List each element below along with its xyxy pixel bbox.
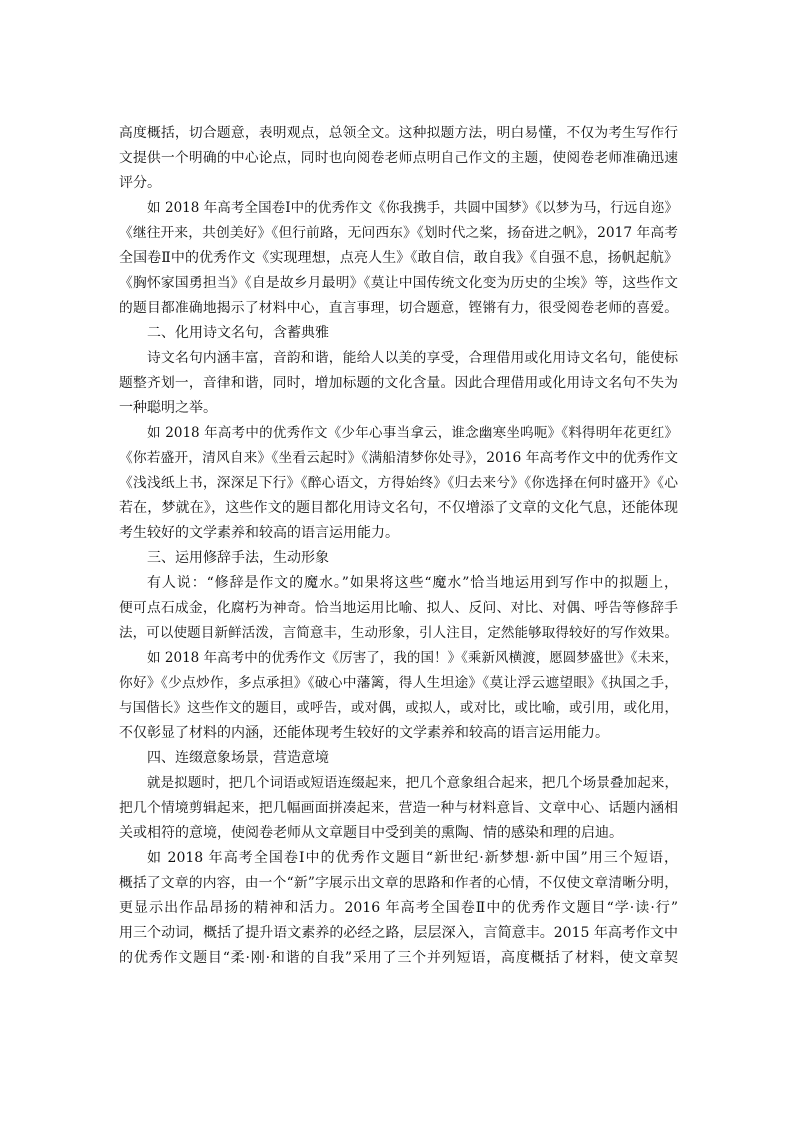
text-line: 概括了文章的内容，由一个“新”字展示出文章的思路和作者的心情，不仅使文章清晰分明， — [119, 875, 678, 891]
text-line: 的题目都准确地揭示了材料中心，直言事理，切合题意，铿锵有力，很受阅卷老师的喜爱。 — [119, 300, 678, 316]
text-line: 评分。 — [119, 175, 161, 191]
text-line: 一种聪明之举。 — [119, 400, 217, 416]
text-line: 若在，梦就在》，这些作文的题目都化用诗文名句，不仅增添了文章的文化气息，还能体现 — [119, 500, 678, 516]
text-line: 用三个动词，概括了提升语文素养的必经之路，层层深入，言简意丰。2015 年高考作文中 — [119, 925, 678, 941]
text-line: 全国卷Ⅱ中的优秀作文《实现理想，点亮人生》《敢自信，敢自我》《自强不息，扬帆起航》 — [119, 250, 678, 266]
text-line: 高度概括，切合题意，表明观点，总领全文。这种拟题方法，明白易懂，不仅为考生写作行 — [119, 125, 678, 141]
text-line: 便可点石成金，化腐朽为神奇。恰当地运用比喻、拟人、反问、对比、对偶、呼告等修辞手 — [119, 600, 678, 616]
text-line: 诗文名句内涵丰富，音韵和谐，能给人以美的享受，合理借用或化用诗文名句，能使标 — [147, 350, 678, 366]
text-line: 更显示出作品昂扬的精神和活力。2016 年高考全国卷Ⅱ中的优秀作文题目“学·读·行” — [119, 900, 678, 916]
text-line: 如 2018 年高考全国卷Ⅰ中的优秀作文题目“新世纪·新梦想·新中国”用三个短语， — [147, 850, 678, 866]
text-line: 《继往开来，共创美好》《但行前路，无问西东》《划时代之桨，扬奋进之帆》，2017 年高考 — [119, 225, 678, 241]
text-line: 把几个情境剪辑起来，把几幅画面拼凑起来，营造一种与材料意旨、文章中心、话题内涵相 — [119, 800, 678, 816]
text-line: 题整齐划一，音律和谐，同时，增加标题的文化含量。因此合理借用或化用诗文名句不失为 — [119, 375, 678, 391]
section-heading: 四、连缀意象场景，营造意境 — [147, 750, 329, 766]
text-line: 关或相符的意境，使阅卷老师从文章题目中受到美的熏陶、情的感染和理的启迪。 — [119, 825, 623, 841]
text-line: 考生较好的文学素养和较高的语言运用能力。 — [119, 525, 399, 541]
text-line: 就是拟题时，把几个词语或短语连缀起来，把几个意象组合起来，把几个场景叠加起来， — [147, 775, 678, 791]
text-line: 你好》《少点炒作，多点承担》《破心中藩篱，得人生坦途》《莫让浮云遮望眼》《执国之手， — [119, 675, 678, 691]
text-line: 如 2018 年高考中的优秀作文《厉害了，我的国！》《乘新风横渡，愿圆梦盛世》《未来， — [147, 650, 678, 666]
text-line: 不仅彰显了材料的内涵，还能体现考生较好的文学素养和较高的语言运用能力。 — [119, 725, 609, 741]
text-line: 《胸怀家国勇担当》《自是故乡月最明》《莫让中国传统文化变为历史的尘埃》等，这些作文 — [119, 275, 678, 291]
text-line: 《浅浅纸上书，深深足下行》《醉心语文，方得始终》《归去来兮》《你选择在何时盛开》《心 — [119, 475, 678, 491]
text-line: 文提供一个明确的中心论点，同时也向阅卷老师点明自己作文的主题，使阅卷老师准确迅速 — [119, 150, 678, 166]
text-line: 有人说：“修辞是作文的魔水。”如果将这些“魔水”恰当地运用到写作中的拟题上， — [147, 575, 678, 591]
text-line: 法，可以使题目新鲜活泼，言简意丰，生动形象，引人注目，定然能够取得较好的写作效果。 — [119, 625, 678, 641]
section-heading: 二、化用诗文名句，含蓄典雅 — [147, 325, 329, 341]
text-line: 的优秀作文题目“柔·刚·和谐的自我”采用了三个并列短语，高度概括了材料，使文章契 — [119, 950, 678, 966]
text-line: 如 2018 年高考中的优秀作文《少年心事当拿云，谁念幽寒坐呜呃》《料得明年花更红》 — [147, 425, 678, 441]
text-line: 与国偕长》这些作文的题目，或呼告，或对偶，或拟人，或对比，或比喻，或引用，或化用， — [119, 700, 678, 716]
text-line: 《你若盛开，清风自来》《坐看云起时》《满船清梦你处寻》，2016 年高考作文中的优秀作文 — [119, 450, 678, 466]
section-heading: 三、运用修辞手法，生动形象 — [147, 550, 329, 566]
text-line: 如 2018 年高考全国卷Ⅰ中的优秀作文《你我携手，共圆中国梦》《以梦为马，行远自迩》 — [147, 200, 678, 216]
